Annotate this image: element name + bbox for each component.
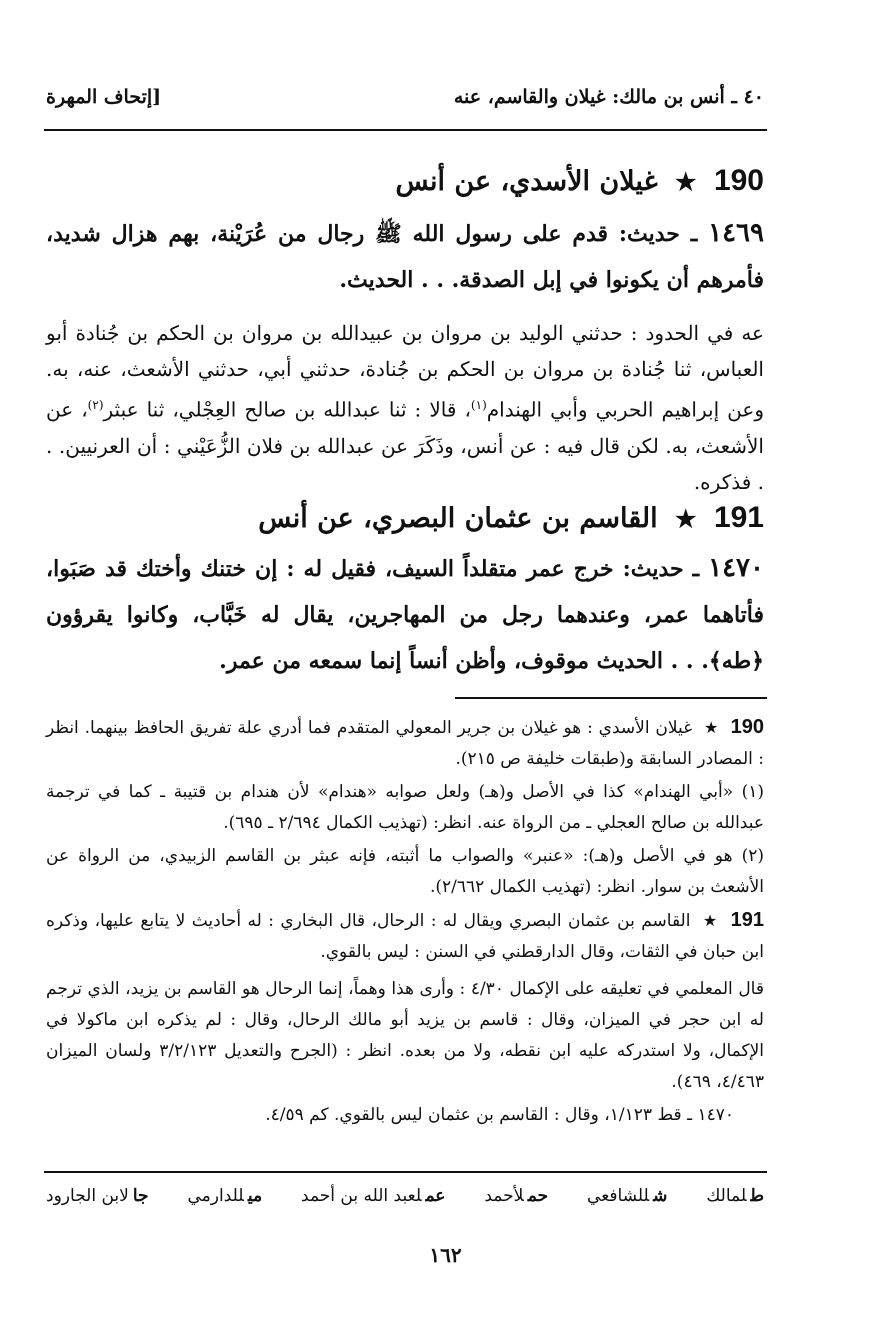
- footnote-text: «أبي الهندام» كذا في الأصل و(هـ) ولعل صوابه «هندام» لأن هندام بن قتيبة ـ كما في ترجمة عبدالله بن صالح العجلي ـ من الرواة عنه. انظر: (تهذيب الكمال ٢/٦٩٤ ـ ٦٩٥).: [46, 782, 764, 833]
- sigla-item: ميللدارمي: [187, 1186, 263, 1206]
- sigla-item: شللشافعي: [587, 1186, 668, 1206]
- footnote-1: [46, 777, 764, 839]
- sigla-separator: [44, 1171, 767, 1173]
- header-rule: [44, 129, 767, 131]
- sigla-item: عملعبد الله بن أحمد: [301, 1186, 446, 1206]
- sigla-item: جالابن الجارود: [46, 1186, 149, 1206]
- star-icon: ★: [703, 718, 719, 737]
- footnote-text: غيلان الأسدي : هو غيلان بن جرير المعولي المتقدم فما أدري علة تفريق الحافظ بينهما. انظر : المصادر السابقة و(طبقات خليفة ص ٢١٥).: [46, 718, 764, 769]
- sigla-item: طلمالك: [706, 1186, 764, 1206]
- sigla-legend: [46, 1186, 764, 1206]
- chapter-running-title: ٤٠ ـ أنس بن مالك: غيلان والقاسم، عنه: [453, 86, 764, 108]
- hadith-text: [46, 210, 764, 303]
- page-number: ١٦٢: [429, 1243, 462, 1267]
- footnote-1470: [46, 1100, 764, 1131]
- isnad-text: عه في الحدود : حدثني الوليد بن مروان بن عبيدالله بن مروان بن الحكم بن جُنادة أبو العباس، ثنا جُنادة بن مروان بن الحكم بن جُنادة، حدثني أبي، حدثني الأشعث، عنه، به. وعن إبراهيم الحربي وأبي الهندام: [46, 321, 764, 422]
- footnote-191-continued: [46, 974, 764, 1098]
- footnote-mark: (٢): [741, 846, 764, 866]
- isnad-text-end: ، عن الأشعث، به. لكن قال فيه : عن أنس، وذَكَرَ عن عبدالله بن فلان الزُّعَيْني : أن العرنيين. . . فذكره.: [46, 397, 764, 494]
- footnote-ref-2: (٢): [87, 398, 104, 412]
- isnad-paragraph: [46, 315, 764, 500]
- star-icon: ★: [675, 504, 697, 533]
- footnote-text: القاسم بن عثمان البصري ويقال له : الرحال، قال البخاري : له أحاديث لا يتابع عليها، وذكره ابن حبان في الثقات، وقال الدارقطني في السنن : ليس بالقوي.: [46, 911, 764, 962]
- footnote-text: قال المعلمي في تعليقه على الإكمال ٤/٣٠ : وأرى هذا وهماً، إنما الرحال هو القاسم بن يزيد، الذي ترجم له ابن حجر في الميزان، وقال : قاسم بن يزيد أبو مالك الرحال، وقال : لم يذكره ابن ماكولا في الإكمال، ولا استدركه عليه ابن نقطه، ولا من بعده. انظر : (الجرح والتعديل ٣/٢/١٢٣ ولسان الميزان ٤/٤٦٣، ٤٦٩).: [46, 979, 765, 1092]
- hadith-body: ـ حديث: خرج عمر متقلداً السيف، فقيل له : إن ختنك وأختك قد صَبَوا، فأتاهما عمر، وعندهما رجل من المهاجرين، يقال له خَبَّاب، وكانوا يقرؤون ﴿طه﴾. . . الحديث موقوف، وأظن أنساً إنما سمعه من عمر.: [46, 556, 764, 674]
- star-icon: ★: [675, 167, 697, 196]
- entry-title: غيلان الأسدي، عن أنس: [395, 166, 658, 197]
- footnote-mark: 191: [730, 909, 765, 931]
- footnote-text: ـ قط ١/١٢٣، وقال : القاسم بن عثمان ليس بالقوي. كم ٤/٥٩.: [265, 1105, 693, 1125]
- footnote-mark: ١٤٧٠: [697, 1105, 734, 1125]
- footnote-text: هو في الأصل و(هـ): «عنبر» والصواب ما أثبته، فإنه عبثر بن القاسم الزبيدي، من الرواة عن الأشعث بن سوار. انظر: (تهذيب الكمال ٢/٦٦٢).: [46, 846, 764, 897]
- footnote-ref-1: (١): [470, 398, 487, 412]
- footnotes: [46, 712, 764, 1133]
- entry-heading: [46, 158, 764, 204]
- book-running-title: [إتحاف المهرة: [46, 86, 162, 108]
- footnote-mark: 190: [730, 716, 765, 738]
- entry-number: 190: [713, 164, 764, 197]
- hadith-number: ١٤٦٩: [708, 218, 764, 248]
- isnad-text-cont: ، قالا : ثنا عبدالله بن صالح العِجْلي، ثنا عبثر: [103, 397, 471, 422]
- entry-title: القاسم بن عثمان البصري، عن أنس: [258, 503, 658, 534]
- entry-191: [46, 495, 764, 684]
- star-icon: ★: [702, 911, 719, 930]
- footnote-190: [46, 712, 764, 775]
- sigla-item: حملأحمد: [484, 1186, 549, 1206]
- entry-190: [46, 158, 764, 500]
- footnote-separator: [455, 697, 767, 699]
- entry-number: 191: [713, 501, 764, 534]
- hadith-number: ١٤٧٠: [708, 553, 764, 583]
- running-header: [46, 86, 764, 122]
- footnote-mark: (١): [741, 782, 765, 802]
- footnote-191: [46, 905, 764, 968]
- hadith-body: ـ حديث: قدم على رسول الله ﷺ رجال من عُرَيْنة، بهم هزال شديد، فأمرهم أن يكونوا في إبل الصدقة. . . الحديث.: [46, 221, 764, 293]
- footnote-2: [46, 841, 764, 903]
- hadith-text: [46, 545, 764, 684]
- entry-heading: [46, 495, 764, 541]
